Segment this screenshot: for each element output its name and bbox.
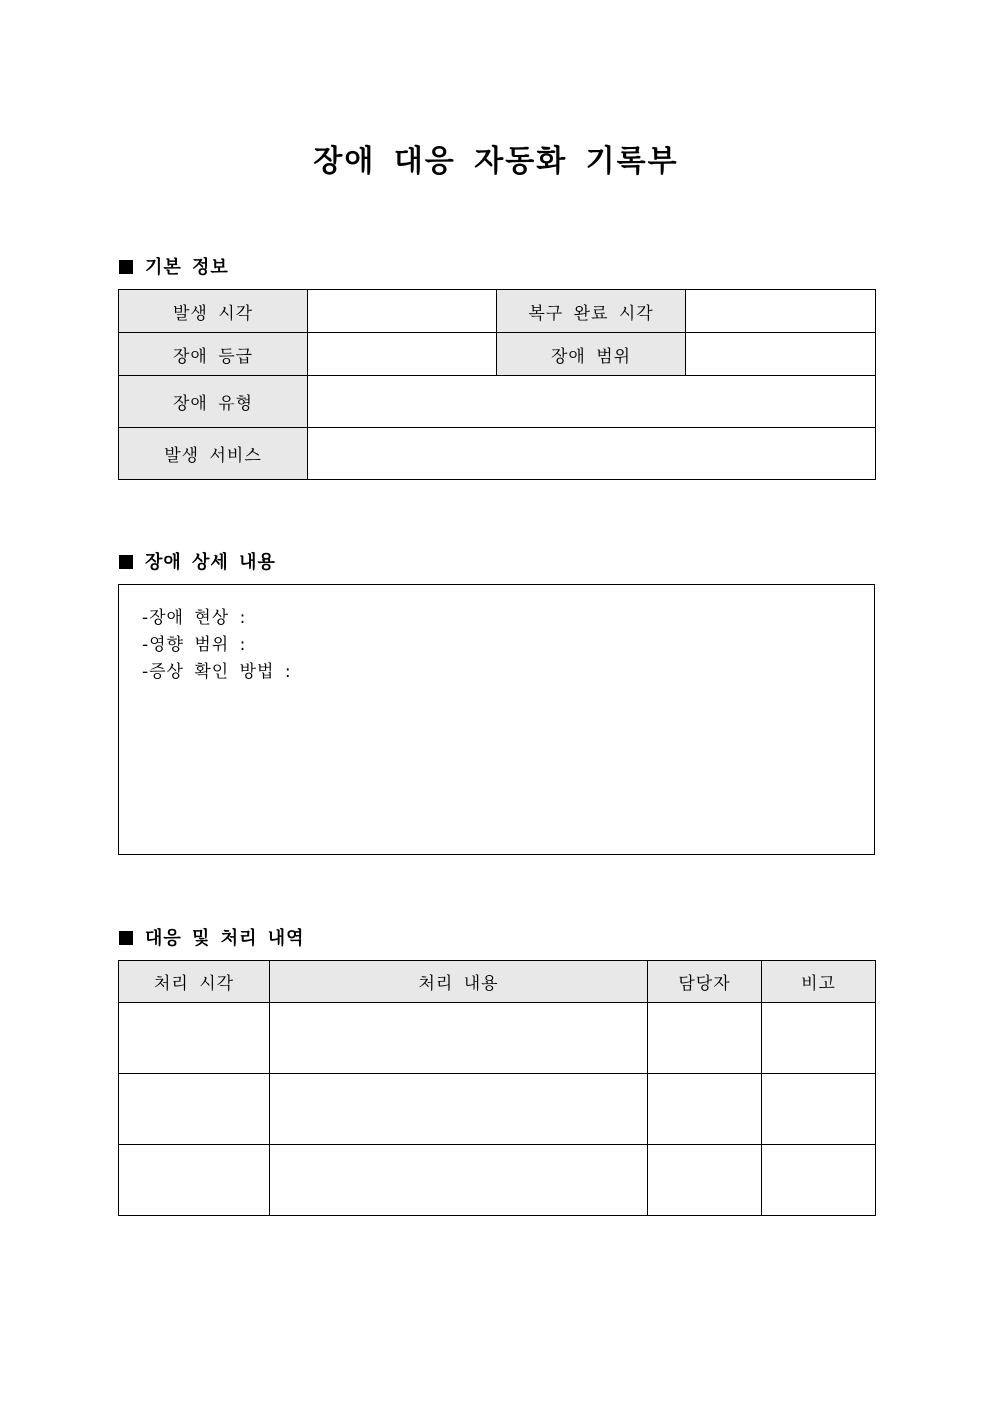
section-heading-detail — [119, 548, 276, 574]
label-occurred-time: 발생 시각 — [119, 290, 308, 333]
column-header-owner: 담당자 — [648, 961, 762, 1003]
square-bullet-icon — [119, 260, 133, 274]
column-header-note: 비고 — [762, 961, 876, 1003]
detail-line-check-method: -증상 확인 방법 : — [142, 662, 292, 682]
field-occurred-time[interactable] — [308, 290, 497, 333]
section-heading-basic-text: 기본 정보 — [145, 257, 229, 278]
field-type[interactable] — [308, 376, 876, 428]
section-heading-basic — [119, 253, 229, 279]
label-severity: 장애 등급 — [119, 333, 308, 376]
detail-lines — [142, 605, 874, 686]
table-row — [119, 333, 876, 376]
cell-time[interactable] — [119, 1145, 270, 1216]
field-service[interactable] — [308, 428, 876, 480]
detail-line-symptom: -장애 현상 : — [142, 608, 247, 628]
square-bullet-icon — [119, 931, 133, 945]
table-row — [119, 428, 876, 480]
action-history-table — [118, 960, 876, 1216]
cell-content[interactable] — [270, 1003, 648, 1074]
table-header-row — [119, 961, 876, 1003]
column-header-time: 처리 시각 — [119, 961, 270, 1003]
column-header-content: 처리 내용 — [270, 961, 648, 1003]
table-row — [119, 376, 876, 428]
label-service: 발생 서비스 — [119, 428, 308, 480]
cell-note[interactable] — [762, 1074, 876, 1145]
cell-time[interactable] — [119, 1003, 270, 1074]
cell-content[interactable] — [270, 1145, 648, 1216]
label-scope: 장애 범위 — [497, 333, 686, 376]
incident-detail-box[interactable] — [118, 584, 875, 855]
table-row — [119, 1074, 876, 1145]
cell-content[interactable] — [270, 1074, 648, 1145]
section-heading-action-text: 대응 및 처리 내역 — [145, 928, 305, 949]
table-row — [119, 290, 876, 333]
cell-owner[interactable] — [648, 1145, 762, 1216]
detail-line-impact: -영향 범위 : — [142, 635, 247, 655]
basic-info-table — [118, 289, 876, 480]
field-recovered-time[interactable] — [686, 290, 876, 333]
section-heading-action — [119, 924, 305, 950]
field-severity[interactable] — [308, 333, 497, 376]
label-recovered-time: 복구 완료 시각 — [497, 290, 686, 333]
field-scope[interactable] — [686, 333, 876, 376]
cell-owner[interactable] — [648, 1003, 762, 1074]
section-heading-detail-text: 장애 상세 내용 — [145, 552, 276, 573]
table-row — [119, 1003, 876, 1074]
cell-note[interactable] — [762, 1003, 876, 1074]
table-row — [119, 1145, 876, 1216]
label-type: 장애 유형 — [119, 376, 308, 428]
cell-time[interactable] — [119, 1074, 270, 1145]
cell-owner[interactable] — [648, 1074, 762, 1145]
square-bullet-icon — [119, 555, 133, 569]
document-title: 장애 대응 자동화 기록부 — [313, 144, 679, 179]
cell-note[interactable] — [762, 1145, 876, 1216]
